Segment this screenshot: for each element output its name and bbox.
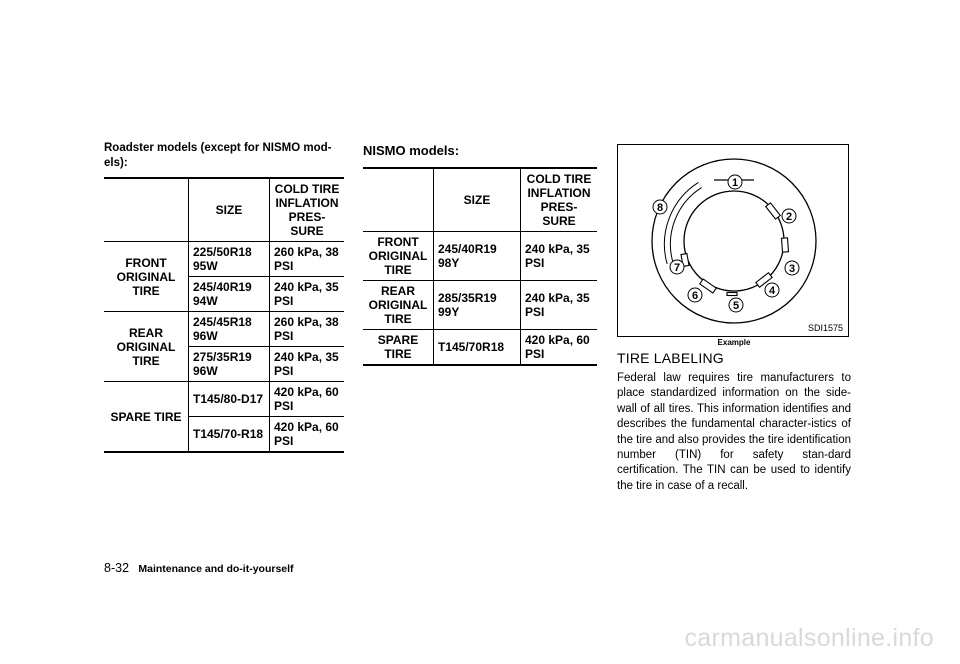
tire-diagram [618,145,850,338]
label-mark-5 [727,293,737,296]
header-pressure: COLD TIRE INFLATION PRES-SURE [270,178,345,242]
callout-6: 6 [691,290,699,302]
tire-size: 245/45R18 96W [189,312,270,347]
table-row [104,242,344,277]
nismo-heading: NISMO models: [363,143,460,158]
callout-7: 7 [673,262,681,274]
tire-size: T145/70-R18 [189,417,270,453]
tire-size: T145/80-D17 [189,382,270,417]
row-label: SPARE TIRE [363,330,434,366]
tire-pressure: 240 kPa, 35 PSI [521,232,598,281]
table-header-row [104,178,344,242]
table-row [363,330,597,366]
tire-size: 285/35R19 99Y [434,281,521,330]
tire-pressure: 240 kPa, 35 PSI [270,277,345,312]
tire-pressure: 260 kPa, 38 PSI [270,242,345,277]
table-row [363,232,597,281]
table-row [104,382,344,417]
label-mark-6 [700,279,717,293]
page-footer [104,561,294,575]
tire-pressure: 240 kPa, 35 PSI [521,281,598,330]
tire-pressure: 420 kPa, 60 PSI [521,330,598,366]
figure-caption: Example [717,338,751,347]
row-label: FRONT ORIGINAL TIRE [363,232,434,281]
row-group-label: REAR ORIGINAL TIRE [104,312,189,382]
left-column [104,141,344,453]
tire-pressure: 420 kPa, 60 PSI [270,382,345,417]
callout-1: 1 [731,177,739,189]
tire-size: 245/40R19 94W [189,277,270,312]
header-size: SIZE [434,168,521,232]
body-paragraph: Federal law requires tire manufacturers to place standardized information on the side-wall of all tires. This information identifies and describes the fundamental character-istics of the tire and also provides the tire identification number (TIN) for safety stan-dard certification. The TIN can be used to identify the tire in case of a recall. [617,372,851,492]
figure-code: SDI1575 [807,323,843,333]
label-mark-2 [766,203,781,219]
callout-8: 8 [656,202,664,214]
tire-pressure: 260 kPa, 38 PSI [270,312,345,347]
header-blank [104,178,189,242]
header-blank [363,168,434,232]
tire-size: 225/50R18 95W [189,242,270,277]
table-row [363,281,597,330]
tire-pressure: 420 kPa, 60 PSI [270,417,345,453]
roadster-tire-table [104,177,344,453]
page-number: 8-32 [104,561,130,575]
roadster-heading: Roadster models (except for NISMO mod-els): [104,142,332,169]
callout-5: 5 [732,300,740,312]
tire-size: 245/40R19 98Y [434,232,521,281]
label-mark-3 [782,238,789,252]
middle-column [363,143,597,366]
tire-sidewall-figure [617,144,849,337]
tire-size: 275/35R19 96W [189,347,270,382]
callout-2: 2 [785,211,793,223]
header-size: SIZE [189,178,270,242]
header-pressure: COLD TIRE INFLATION PRES-SURE [521,168,598,232]
row-label: REAR ORIGINAL TIRE [363,281,434,330]
row-group-label: FRONT ORIGINAL TIRE [104,242,189,312]
right-column [617,141,851,494]
row-group-label: SPARE TIRE [104,382,189,453]
watermark: carmanualsonline.info [684,624,934,652]
table-header-row [363,168,597,232]
tire-size: T145/70R18 [434,330,521,366]
footer-title: Maintenance and do-it-yourself [138,563,294,575]
tire-pressure: 240 kPa, 35 PSI [270,347,345,382]
section-title: TIRE LABELING [617,350,724,366]
callout-3: 3 [788,263,796,275]
table-row [104,312,344,347]
nismo-tire-table [363,167,597,366]
callout-4: 4 [768,285,776,297]
